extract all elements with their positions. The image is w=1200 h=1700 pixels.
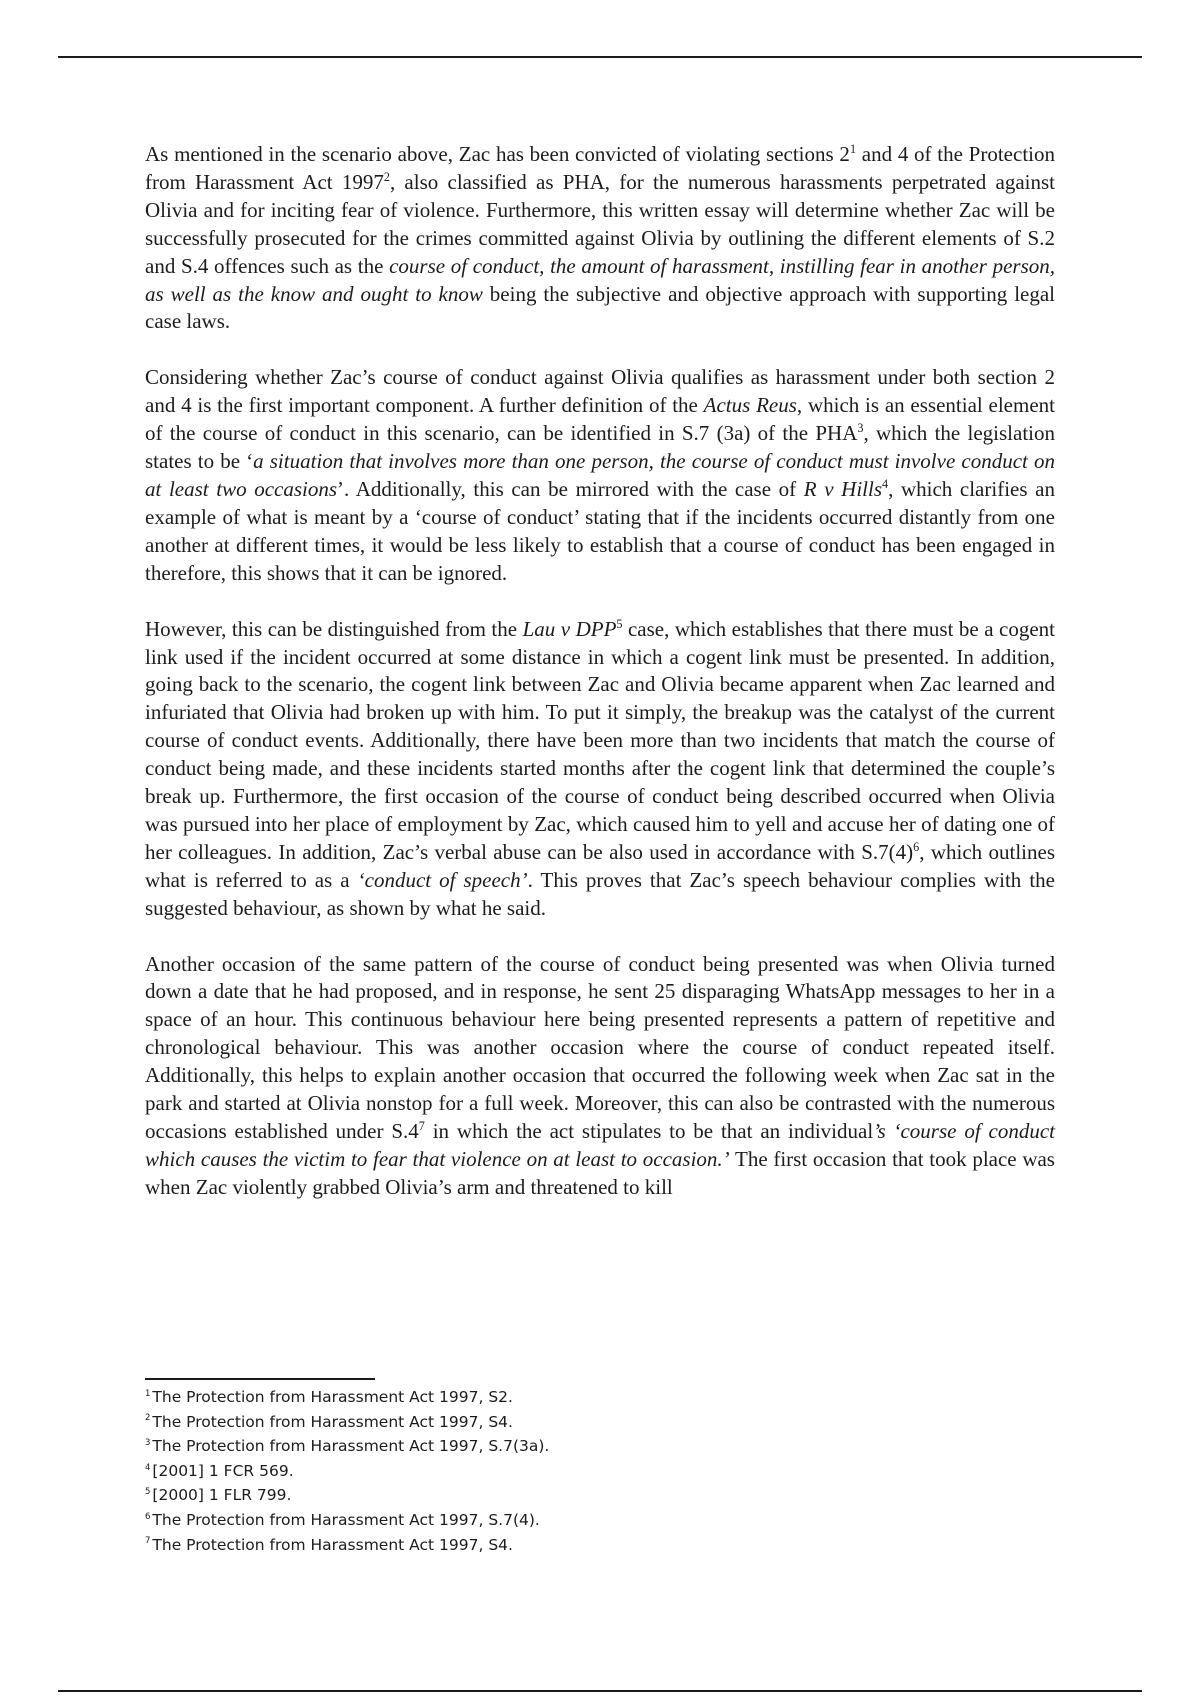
paragraph [145, 951, 1055, 1202]
text-run: being the subjective and objective approach with supporting legal case laws. [145, 281, 1056, 334]
text-run: , also classified as PHA, for the numerous harassments perpetrated against Olivia and for inciting fear of violence. Furthermore, this written essay will determine whether Zac will be successfully prosecuted for the crimes committed against Olivia by outlining the different elements of S.2 and S.4 offences such as the [145, 169, 1055, 278]
text-run: However, this can be distinguished from the [145, 616, 523, 641]
footnote [145, 1385, 549, 1410]
footnotes [145, 1385, 549, 1557]
footnote-text: The Protection from Harassment Act 1997, S4. [152, 1412, 513, 1431]
text-run: Considering whether Zac’s course of conduct against Olivia qualifies as harassment under both section 2 and 4 is the first important component. A further definition of the [145, 365, 1055, 418]
footnote-text: [2000] 1 FLR 799. [152, 1486, 292, 1505]
italic-text: R v Hills [803, 476, 882, 501]
italic-text: Lau v DPP [522, 616, 617, 641]
footnote [145, 1508, 549, 1533]
footnote-reference: 7 [418, 1119, 425, 1133]
text-run: , which the legislation states to be ‘ [145, 421, 1055, 474]
footnote-number: 4 [145, 1462, 151, 1473]
footnote-number: 1 [145, 1388, 151, 1399]
footnote-text: The Protection from Harassment Act 1997, S4. [152, 1535, 513, 1554]
text-run: Another occasion of the same pattern of the course of conduct being presented was when Olivia turned down a date that he had proposed, and in response, he sent 25 disparaging WhatsApp messages to her in a space of an hour. This continuous behaviour here being presented represents a pattern of repetitive and chronological behaviour. This was another occasion where the course of conduct repeated itself. Additionally, this helps to explain another occasion that occurred the following week when Zac sat in the park and started at Olivia nonstop for a full week. Moreover, this can also be contrasted with the numerous occasions established under S.4 [145, 951, 1055, 1143]
footnote-reference: 4 [882, 476, 889, 491]
text-run: , which clarifies an example of what is meant by a ‘course of conduct’ stating that if the incidents occurred distantly from one another at different times, it would be less likely to establish that a course of conduct has been engaged in therefore, this shows that it can be ignored. [145, 476, 1055, 585]
text-run: The first occasion that took place was when Zac violently grabbed Olivia’s arm and threatened to kill [145, 1146, 1055, 1199]
footnote [145, 1410, 549, 1435]
italic-text: a situation that involves more than one person, the course of conduct must involve conduct on at least two occasions [145, 449, 1055, 501]
footnote-text: The Protection from Harassment Act 1997, S.7(4). [152, 1510, 540, 1529]
paragraph [145, 141, 1055, 336]
text-run: and 4 of the Protection from Harassment Act 1997 [145, 142, 1055, 194]
text-run: ’. Additionally, this can be mirrored with the case of [337, 476, 804, 501]
footnote [145, 1459, 549, 1484]
italic-text: Actus Reus [703, 393, 797, 418]
text-run: , which is an essential element of the course of conduct in this scenario, can be identified in S.7 (3a) of the PHA [145, 393, 1055, 446]
text-run: , which outlines what is referred to as a [145, 839, 1055, 892]
text-run: As mentioned in the scenario above, Zac has been convicted of violating sections 2 [145, 142, 850, 166]
footnote-number: 2 [145, 1413, 151, 1424]
footnote-number: 3 [145, 1438, 151, 1449]
text-run: . This proves that Zac’s speech behaviour complies with the suggested behaviour, as shown by what he said. [145, 867, 1055, 920]
footnote [145, 1533, 549, 1558]
footnote [145, 1434, 549, 1459]
footnote-reference: 2 [383, 169, 390, 184]
footer-rule [58, 1690, 1142, 1692]
text-run: in which the act stipulates to be that an individual [424, 1119, 874, 1143]
italic-text: ’s ‘course of conduct which causes the victim to fear that violence on at least to occasion.’ [145, 1119, 1055, 1171]
footnote-reference: 6 [913, 839, 920, 854]
document-body [145, 141, 1055, 1202]
italic-text: course of conduct, the amount of harassment, instilling fear in another person, as well as the know and ought to know [145, 253, 1055, 306]
footnote-number: 5 [145, 1487, 151, 1498]
footnote [145, 1483, 549, 1508]
footnote-text: The Protection from Harassment Act 1997, S.7(3a). [152, 1437, 550, 1456]
footnote-number: 6 [145, 1511, 151, 1522]
footnote-number: 7 [145, 1536, 151, 1547]
italic-text: ‘conduct of speech’ [357, 867, 528, 892]
footnote-reference: 5 [616, 616, 623, 631]
footnote-separator [145, 1378, 375, 1380]
paragraph [145, 616, 1055, 923]
text-run: case, which establishes that there must be a cogent link used if the incident occurred at some distance in which a cogent link must be presented. In addition, going back to the scenario, the cogent link between Zac and Olivia became apparent when Zac learned and infuriated that Olivia had broken up with him. To put it simply, the breakup was the catalyst of the current course of conduct events. Additionally, there have been more than two incidents that match the course of conduct being made, and these incidents started months after the cogent link that determined the couple’s break up. Furthermore, the first occasion of the course of conduct being described occurred when Olivia was pursued into her place of employment by Zac, which caused him to yell and accuse her of dating one of her colleagues. In addition, Zac’s verbal abuse can be also used in accordance with S.7(4) [145, 616, 1056, 864]
footnote-reference: 3 [857, 421, 864, 436]
paragraph [145, 364, 1055, 587]
footnote-text: [2001] 1 FCR 569. [152, 1461, 294, 1480]
header-rule [58, 56, 1142, 58]
footnote-text: The Protection from Harassment Act 1997, S2. [152, 1388, 513, 1406]
footnote-reference: 1 [849, 142, 857, 156]
